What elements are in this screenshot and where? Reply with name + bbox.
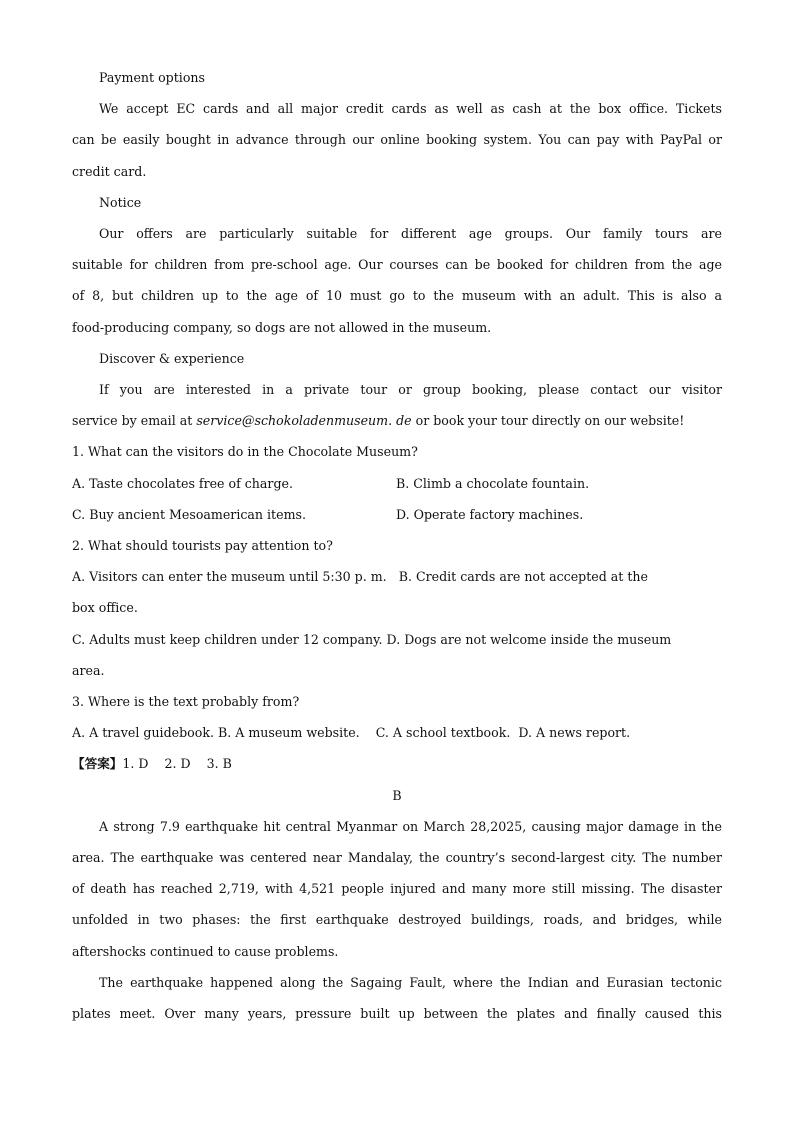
payment-paragraph-line: We accept EC cards and all major credit cards as well as cash at the box office. Tickets (99, 101, 722, 117)
option-row-ab: A. Visitors can enter the museum until 5:30 p. m. B. Credit cards are not accepted at the (72, 569, 648, 585)
option-row (72, 717, 722, 748)
document-page (72, 62, 722, 1029)
option-d: D. A news report. (518, 725, 631, 741)
question-stem: 2. What should tourists pay attention to? (72, 538, 333, 554)
discover-text: service by email at (72, 413, 197, 429)
notice-paragraph-line: suitable for children from pre-school age. Our courses can be booked for children from the age (72, 257, 722, 273)
notice-heading: Notice (99, 194, 142, 210)
option-a: A. A travel guidebook. (72, 725, 214, 741)
question-stem: 3. Where is the text probably from? (72, 694, 300, 710)
option-a: A. Taste chocolates free of charge. (72, 475, 293, 491)
email-link[interactable]: service@schokoladenmuseum. de (196, 413, 412, 429)
payment-heading: Payment options (99, 70, 205, 85)
section-heading: B (392, 787, 402, 803)
answer-label: 【答案】 (72, 756, 123, 772)
option-b: B. A museum website. (217, 725, 360, 741)
option-row-ab-continued: box office. (72, 600, 138, 616)
notice-paragraph-line: Our offers are particularly suitable for different age groups. Our family tours are (99, 226, 722, 242)
payment-paragraph-line: credit card. (72, 163, 147, 179)
discover-paragraph-line: If you are interested in a private tour or group booking, please contact our visitor (99, 382, 722, 398)
option-b: B. Climb a chocolate fountain. (396, 475, 590, 491)
option-row-cd: C. Adults must keep children under 12 company. D. Dogs are not welcome inside the museum (72, 631, 672, 647)
notice-paragraph-line: food-producing company, so dogs are not allowed in the museum. (72, 319, 492, 335)
passage-line: area. The earthquake was centered near Mandalay, the country’s second-largest city. The number (72, 850, 722, 866)
option-c: C. A school textbook. (375, 725, 511, 741)
payment-paragraph-line: can be easily bought in advance through our online booking system. You can pay with PayPal or (72, 132, 722, 148)
passage-line: aftershocks continued to cause problems. (72, 943, 339, 959)
option-row (72, 499, 722, 530)
discover-paragraph-line (72, 405, 722, 436)
option-row-cd-continued: area. (72, 662, 105, 678)
passage-line: of death has reached 2,719, with 4,521 people injured and many more still missing. The disaster (72, 881, 722, 897)
option-d: D. Operate factory machines. (396, 506, 584, 522)
notice-paragraph-line: of 8, but children up to the age of 10 must go to the museum with an adult. This is also a (72, 288, 722, 304)
answer-line (72, 748, 722, 779)
answer-values: 1. D 2. D 3. B (122, 756, 232, 772)
discover-heading: Discover & experience (99, 350, 245, 366)
passage-line: unfolded in two phases: the first earthquake destroyed buildings, roads, and bridges, while (72, 912, 722, 928)
passage-line: plates meet. Over many years, pressure built up between the plates and finally caused this (72, 1006, 722, 1022)
discover-text: or book your tour directly on our website! (411, 413, 685, 429)
option-c: C. Buy ancient Mesoamerican items. (72, 506, 306, 522)
passage-line: The earthquake happened along the Sagaing Fault, where the Indian and Eurasian tectonic (99, 974, 722, 990)
option-row (72, 468, 722, 499)
question-stem: 1. What can the visitors do in the Chocolate Museum? (72, 444, 418, 460)
passage-line: A strong 7.9 earthquake hit central Myanmar on March 28,2025, causing major damage in the (99, 818, 722, 834)
